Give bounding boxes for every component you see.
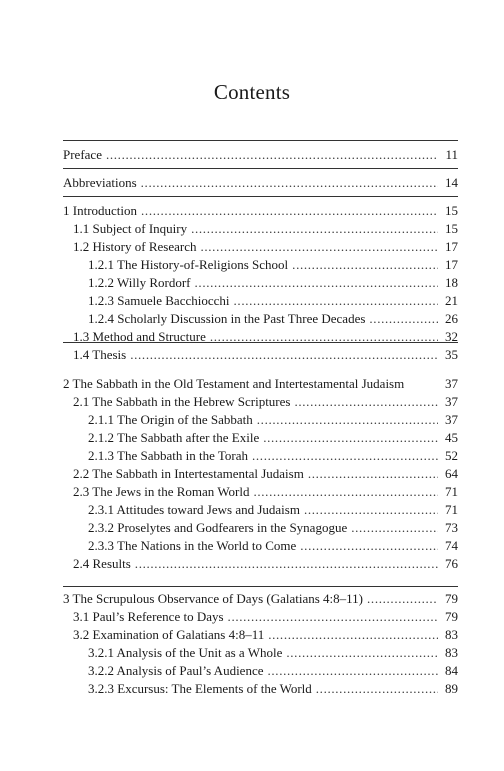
toc-entry[interactable] [73,608,458,626]
toc-entry-label: 1.2.4 Scholarly Discussion in the Past Three Decades [88,311,366,326]
toc-entry-label: 1.4 Thesis [73,347,127,362]
toc-entry-label: 1.2.1 The History-of-Religions School [88,257,289,272]
leader-dots [141,202,438,220]
section-rule [63,140,458,141]
toc-entry[interactable] [88,256,458,274]
section-rule [63,168,458,169]
leader-dots [130,346,438,364]
toc-entry-label: 2 The Sabbath in the Old Testament and Intertestamental Judaism [63,376,405,391]
toc-entry[interactable] [73,346,458,364]
toc-entry[interactable] [73,328,458,346]
toc-entry[interactable] [63,375,458,393]
toc-entry[interactable] [88,519,458,537]
toc-entry-label: 2.3.1 Attitudes toward Jews and Judaism [88,502,300,517]
toc-entry[interactable] [73,626,458,644]
toc-entry[interactable] [88,292,458,310]
leader-dots [316,680,438,698]
toc-entry-label: 3.2.3 Excursus: The Elements of the World [88,681,312,696]
toc-entry-page: 71 [445,484,458,499]
toc-entry-label: Abbreviations [63,175,137,190]
toc-entry-page: 17 [445,257,458,272]
toc-entry-page: 37 [445,376,458,391]
toc-entry-page: 52 [445,448,458,463]
leader-dots [369,310,438,328]
toc-entry[interactable] [63,202,458,220]
toc-entry-page: 79 [445,609,458,624]
toc-entry-label: 1.1 Subject of Inquiry [73,221,188,236]
leader-dots [135,555,438,573]
toc-entry-page: 15 [445,203,458,218]
leader-dots [308,465,438,483]
toc-entry[interactable] [73,238,458,256]
toc-entry-label: 2.2 The Sabbath in Intertestamental Judaism [73,466,304,481]
toc-entry[interactable] [88,447,458,465]
page-title: Contents [213,80,291,104]
toc-entry[interactable] [63,590,458,608]
toc-entry[interactable] [73,483,458,501]
section-rule [63,196,458,197]
toc-entry-page: 37 [445,412,458,427]
leader-dots [300,537,438,555]
toc-entry-label: 1.3 Method and Structure [73,329,206,344]
leader-dots [234,292,438,310]
leader-dots [191,220,438,238]
toc-entry-label: 2.3.2 Proselytes and Godfearers in the Synagogue [88,520,348,535]
toc-entry[interactable] [63,174,458,192]
toc-entry-page: 79 [445,591,458,606]
toc-entry[interactable] [88,411,458,429]
toc-entry-page: 83 [445,645,458,660]
toc-entry-label: 2.3 The Jews in the Roman World [73,484,250,499]
toc-entry[interactable] [73,465,458,483]
section-rule [63,586,458,587]
toc-entry[interactable] [73,220,458,238]
toc-entry-page: 15 [445,221,458,236]
toc-entry-page: 71 [445,502,458,517]
toc-entry-label: 1.2.3 Samuele Bacchiocchi [88,293,230,308]
toc-entry-label: 1 Introduction [63,203,138,218]
toc-entry-page: 11 [445,147,458,162]
toc-entry-page: 32 [445,329,458,344]
toc-entry-label: 3.1 Paul’s Reference to Days [73,609,224,624]
toc-entry[interactable] [88,501,458,519]
toc-entry-label: 1.2 History of Research [73,239,197,254]
toc-entry-page: 17 [445,239,458,254]
toc-entry-page: 83 [445,627,458,642]
toc-entry-label: 2.1.1 The Origin of the Sabbath [88,412,253,427]
leader-dots [200,238,438,256]
leader-dots [367,590,438,608]
toc-entry-page: 26 [445,311,458,326]
toc-entry-label: 2.1.3 The Sabbath in the Torah [88,448,248,463]
leader-dots [351,519,438,537]
toc-entry-label: Preface [63,147,102,162]
toc-entry-page: 64 [445,466,458,481]
toc-entry-page: 14 [445,175,458,190]
toc-entry[interactable] [63,146,458,164]
leader-dots [141,174,438,192]
toc-entry[interactable] [88,537,458,555]
toc-entry-page: 84 [445,663,458,678]
toc-entry-page: 89 [445,681,458,696]
toc-entry-label: 1.2.2 Willy Rordorf [88,275,191,290]
leader-dots [268,626,438,644]
toc-entry[interactable] [73,555,458,573]
leader-dots [257,411,438,429]
leader-dots [228,608,438,626]
toc-entry-page: 37 [445,394,458,409]
leader-dots [292,256,438,274]
toc-entry-label: 3.2.1 Analysis of the Unit as a Whole [88,645,283,660]
toc-entry[interactable] [88,662,458,680]
leader-dots [195,274,438,292]
toc-entry-page: 74 [445,538,458,553]
toc-entry-page: 45 [445,430,458,445]
leader-dots [252,447,438,465]
toc-entry-label: 2.3.3 The Nations in the World to Come [88,538,297,553]
toc-entry-page: 35 [445,347,458,362]
toc-entry-page: 18 [445,275,458,290]
toc-entry[interactable] [88,644,458,662]
leader-dots [106,146,438,164]
toc-entry-label: 2.1 The Sabbath in the Hebrew Scriptures [73,394,291,409]
leader-dots [263,429,438,447]
toc-entry-label: 2.1.2 The Sabbath after the Exile [88,430,260,445]
toc-entry[interactable] [88,680,458,698]
leader-dots [286,644,438,662]
leader-dots [304,501,438,519]
leader-dots [268,662,439,680]
leader-dots [210,328,438,346]
toc-entry[interactable] [88,274,458,292]
toc-entry-label: 3.2 Examination of Galatians 4:8–11 [73,627,265,642]
toc-entry[interactable] [88,310,458,328]
toc-entry-label: 2.4 Results [73,556,131,571]
leader-dots [294,393,438,411]
toc-entry-page: 73 [445,520,458,535]
leader-dots [253,483,438,501]
toc-entry-page: 76 [445,556,458,571]
toc-entry[interactable] [88,429,458,447]
toc-entry-page: 21 [445,293,458,308]
toc-entry[interactable] [73,393,458,411]
toc-entry-label: 3 The Scrupulous Observance of Days (Galatians 4:8–11) [63,591,364,606]
toc-entry-label: 3.2.2 Analysis of Paul’s Audience [88,663,264,678]
